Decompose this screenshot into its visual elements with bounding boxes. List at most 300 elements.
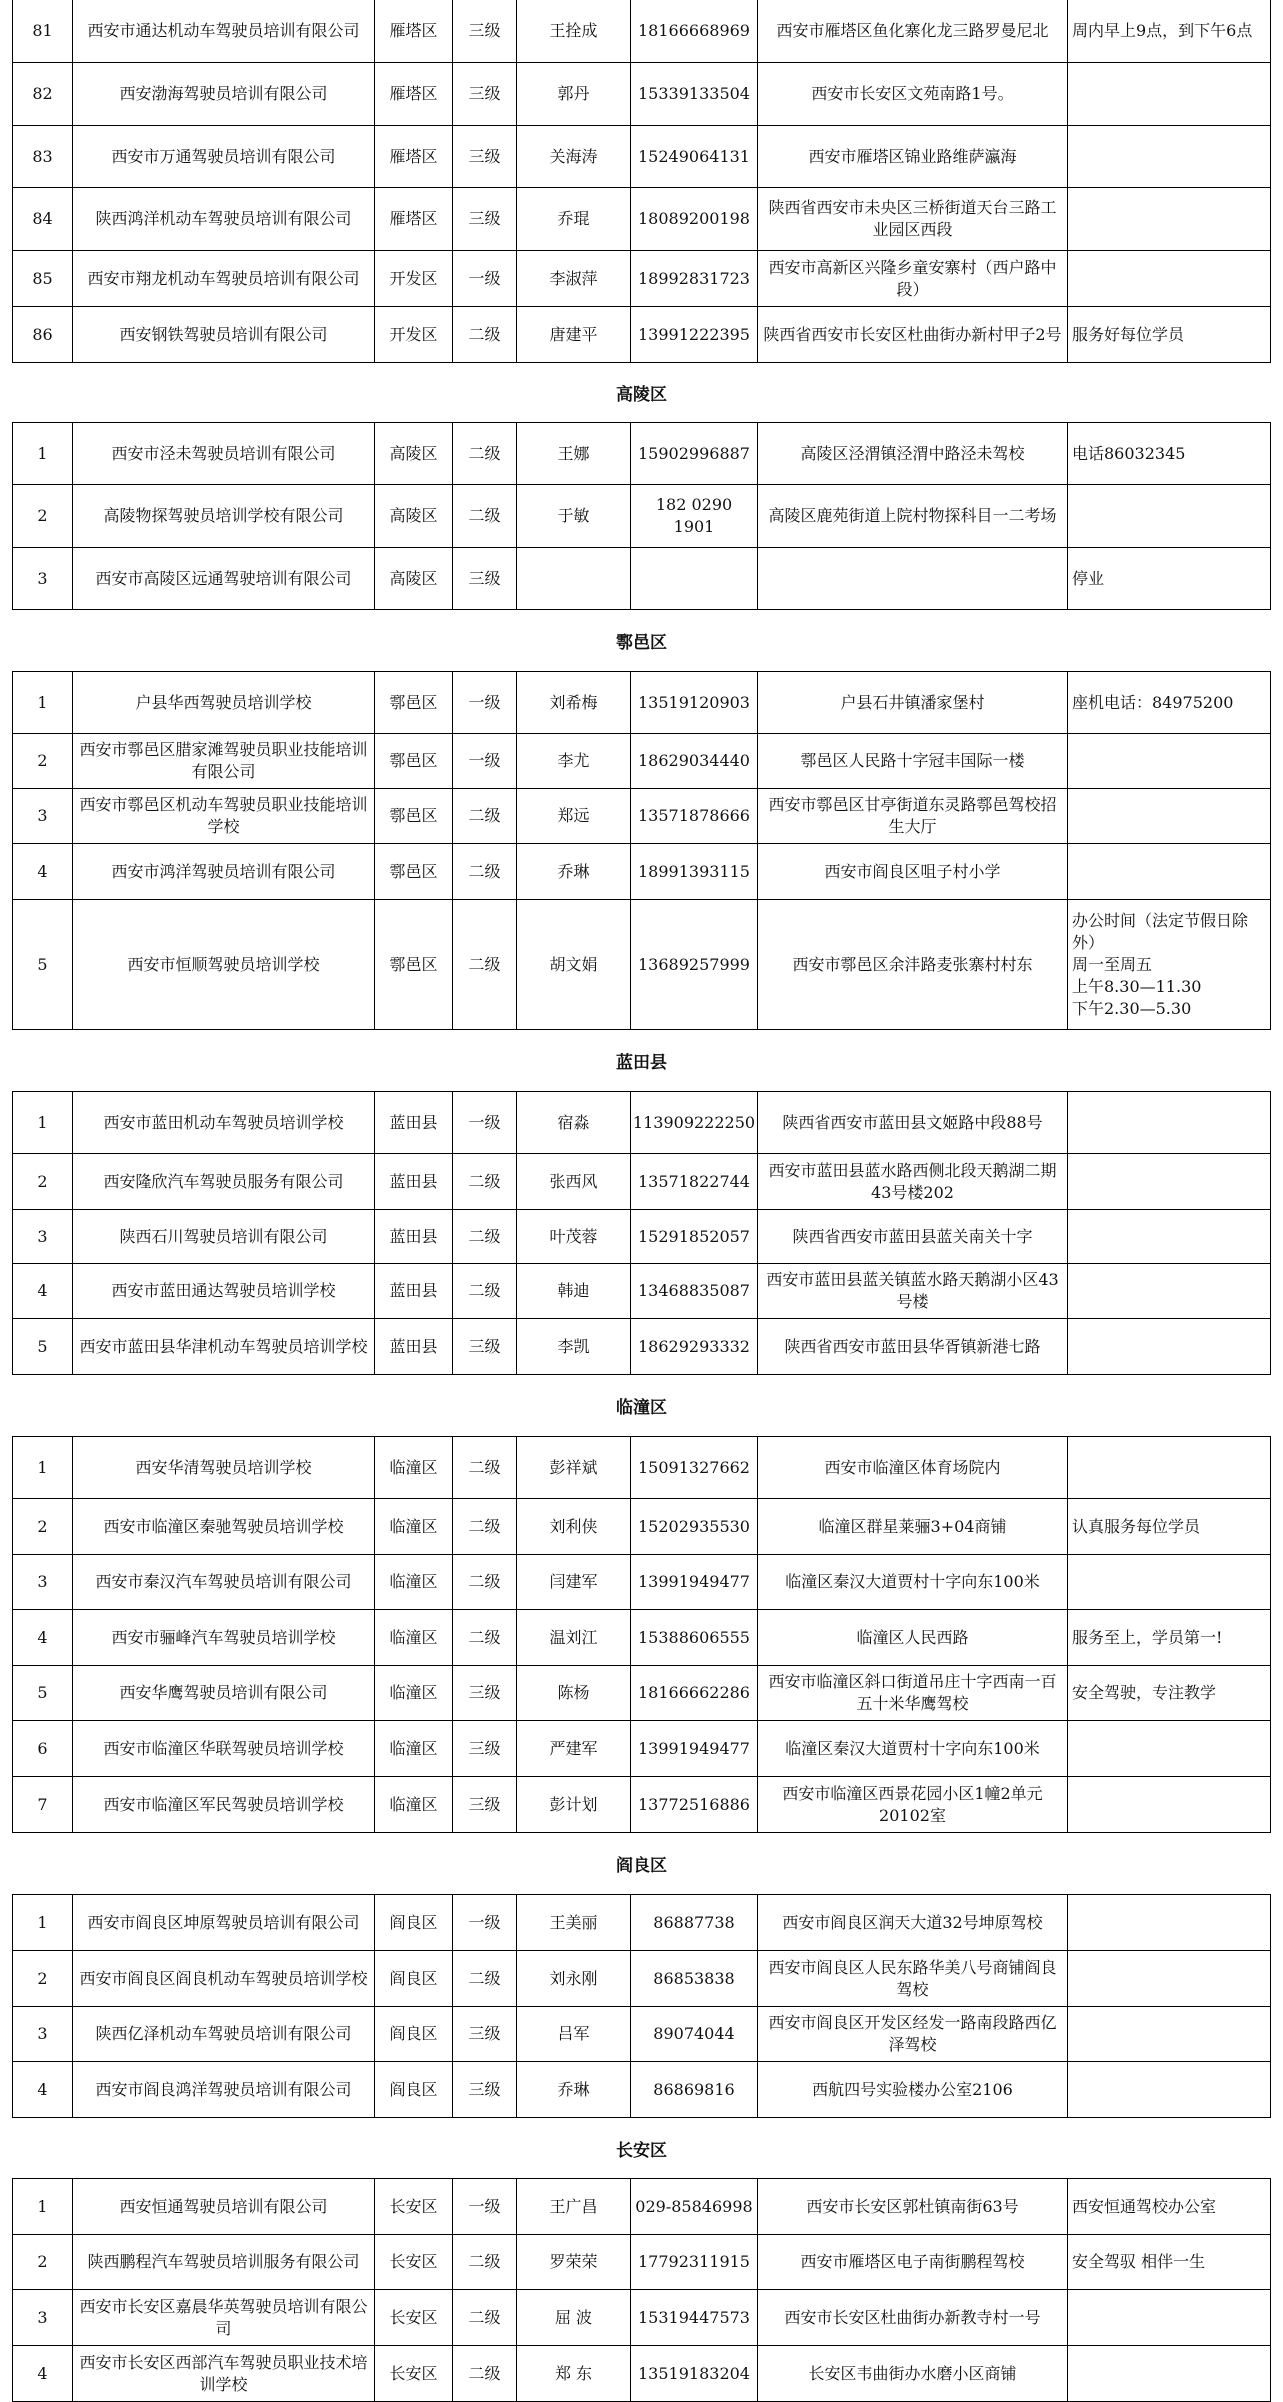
- seq-cell-text: 5: [37, 954, 48, 974]
- note-cell: [1067, 789, 1271, 843]
- note-cell: [1067, 485, 1271, 547]
- phone-cell: [630, 1610, 757, 1665]
- seq-cell: [12, 1210, 72, 1263]
- contact-cell-text: 彭计划: [549, 1794, 598, 1814]
- contact-cell-text: 刘利侠: [549, 1516, 598, 1536]
- contact-cell: [516, 2179, 630, 2234]
- address-cell-text: 西航四号实验楼办公室2106: [812, 2079, 1013, 2099]
- grade-cell-text: 一级: [468, 1112, 501, 1132]
- seq-cell-text: 3: [37, 1226, 48, 1246]
- address-cell-text: 西安市临潼区斜口街道吊庄十字西南一百五十米华鹰驾校: [768, 1672, 1057, 1713]
- school-name-cell: [72, 1210, 374, 1263]
- district-cell: [374, 1895, 452, 1950]
- district-section-header: 临潼区: [12, 1375, 1271, 1437]
- school-name-cell-text: 西安市万通驾驶员培训有限公司: [111, 146, 336, 166]
- contact-cell: [516, 188, 630, 250]
- grade-cell: [452, 1499, 516, 1554]
- table-row: [12, 900, 1271, 1030]
- table-row: [12, 485, 1271, 548]
- grade-cell: [452, 1610, 516, 1665]
- phone-cell: [630, 1092, 757, 1153]
- district-cell-text: 临潼区: [389, 1794, 438, 1814]
- school-name-cell: [72, 2179, 374, 2234]
- contact-cell: [516, 1437, 630, 1498]
- contact-cell: [516, 63, 630, 125]
- seq-cell: [12, 2062, 72, 2117]
- contact-cell: [516, 1951, 630, 2006]
- phone-cell-text: 15902996887: [638, 443, 750, 463]
- note-cell: [1067, 900, 1271, 1029]
- address-cell: [757, 2346, 1067, 2401]
- school-name-cell-text: 西安市临潼区秦驰驾驶员培训学校: [103, 1516, 344, 1536]
- address-cell: [757, 1610, 1067, 1665]
- contact-cell-text: 王娜: [557, 443, 590, 463]
- seq-cell: [12, 188, 72, 250]
- note-cell: [1067, 1666, 1271, 1720]
- grade-cell-text: 二级: [468, 1516, 501, 1536]
- contact-cell: [516, 1721, 630, 1776]
- district-cell-text: 鄠邑区: [389, 954, 438, 974]
- grade-cell-text: 一级: [468, 1912, 501, 1932]
- address-cell-text: 高陵区泾渭镇泾渭中路泾未驾校: [800, 443, 1025, 463]
- note-cell: [1067, 0, 1271, 62]
- school-name-cell-text: 西安市阎良区阎良机动车驾驶员培训学校: [79, 1968, 368, 1988]
- phone-cell-text: 13519120903: [638, 692, 750, 712]
- seq-cell: [12, 126, 72, 187]
- grade-cell: [452, 188, 516, 250]
- note-cell: [1067, 1499, 1271, 1554]
- district-cell: [374, 1610, 452, 1665]
- address-cell-text: 临潼区秦汉大道贾村十字向东100米: [785, 1738, 1040, 1758]
- grade-cell-text: 二级: [468, 443, 501, 463]
- seq-cell: [12, 2290, 72, 2345]
- seq-cell-text: 2: [37, 506, 48, 525]
- note-cell: [1067, 2007, 1271, 2061]
- seq-cell: [12, 1610, 72, 1665]
- district-cell-text: 长安区: [389, 2196, 438, 2216]
- contact-cell: [516, 1499, 630, 1554]
- address-cell: [757, 126, 1067, 187]
- contact-cell: [516, 126, 630, 187]
- seq-cell: [12, 1319, 72, 1374]
- school-name-cell: [72, 1319, 374, 1374]
- address-cell: [757, 1666, 1067, 1720]
- grade-cell-text: 三级: [468, 1683, 501, 1702]
- note-cell-text: 停业: [1072, 568, 1105, 588]
- table-row: [12, 2235, 1271, 2290]
- table-row: [12, 1319, 1271, 1375]
- school-name-cell-text: 西安市蓝田机动车驾驶员培训学校: [103, 1112, 344, 1132]
- district-cell-text: 长安区: [389, 2307, 438, 2327]
- grade-cell: [452, 1154, 516, 1209]
- contact-cell: [516, 0, 630, 62]
- district-cell: [374, 2007, 452, 2061]
- district-cell: [374, 2346, 452, 2401]
- grade-cell-text: 三级: [468, 1336, 501, 1356]
- school-name-cell-text: 西安市阎良鸿洋驾驶员培训有限公司: [95, 2079, 352, 2099]
- address-cell-text: 西安市阎良区咀子村小学: [824, 861, 1001, 881]
- seq-cell: [12, 2179, 72, 2234]
- table-row: [12, 1499, 1271, 1555]
- district-cell: [374, 548, 452, 609]
- grade-cell: [452, 1951, 516, 2006]
- district-cell: [374, 1092, 452, 1153]
- district-cell: [374, 1555, 452, 1609]
- table-row: [12, 1264, 1271, 1319]
- seq-cell: [12, 1777, 72, 1832]
- phone-cell: [630, 2290, 757, 2345]
- table-row: [12, 844, 1271, 900]
- phone-cell-text: 15202935530: [638, 1516, 750, 1536]
- grade-cell-text: 二级: [468, 806, 501, 825]
- contact-cell-text: 郑 东: [554, 2363, 593, 2383]
- district-cell: [374, 251, 452, 306]
- contact-cell: [516, 1319, 630, 1374]
- seq-cell-text: 3: [37, 2024, 48, 2043]
- address-cell: [757, 1154, 1067, 1209]
- district-cell-text: 阎良区: [389, 1968, 438, 1988]
- school-name-cell-text: 西安市临潼区军民驾驶员培训学校: [103, 1794, 344, 1814]
- contact-cell: [516, 789, 630, 843]
- grade-cell-text: 三级: [468, 568, 501, 588]
- note-cell: [1067, 1721, 1271, 1776]
- grade-cell-text: 二级: [468, 1171, 501, 1191]
- contact-cell-text: 罗荣荣: [549, 2252, 598, 2271]
- seq-cell-text: 4: [37, 1627, 48, 1647]
- seq-cell-text: 2: [37, 1171, 48, 1191]
- address-cell-text: 临潼区群星莱骊3+04商铺: [818, 1516, 1007, 1536]
- district-cell-text: 雁塔区: [389, 209, 438, 228]
- district-cell: [374, 1666, 452, 1720]
- seq-cell-text: 82: [32, 84, 53, 103]
- seq-cell: [12, 2235, 72, 2289]
- phone-cell-text: 13468835087: [638, 1281, 750, 1300]
- school-name-cell: [72, 1555, 374, 1609]
- school-name-cell-text: 户县华西驾驶员培训学校: [135, 692, 312, 712]
- note-cell-text: 座机电话：84975200: [1072, 692, 1234, 712]
- seq-cell-text: 3: [37, 806, 48, 825]
- seq-cell: [12, 1555, 72, 1609]
- address-cell: [757, 63, 1067, 125]
- table-row: [12, 188, 1271, 251]
- address-cell: [757, 1951, 1067, 2006]
- note-cell: [1067, 2062, 1271, 2117]
- phone-cell-text: 86887738: [653, 1912, 735, 1932]
- grade-cell-text: 二级: [468, 1457, 501, 1477]
- seq-cell: [12, 1666, 72, 1720]
- district-cell-text: 鄠邑区: [389, 806, 438, 825]
- phone-cell: [630, 2007, 757, 2061]
- school-name-cell: [72, 188, 374, 250]
- address-cell-text: 临潼区秦汉大道贾村十字向东100米: [785, 1572, 1040, 1591]
- seq-cell: [12, 1437, 72, 1498]
- school-name-cell-text: 西安市临潼区华联驾驶员培训学校: [103, 1738, 344, 1758]
- address-cell: [757, 1777, 1067, 1832]
- contact-cell: [516, 1895, 630, 1950]
- district-cell: [374, 0, 452, 62]
- grade-cell: [452, 126, 516, 187]
- seq-cell-text: 6: [37, 1738, 48, 1758]
- address-cell: [757, 2007, 1067, 2061]
- contact-cell: [516, 672, 630, 733]
- grade-cell: [452, 2235, 516, 2289]
- address-cell: [757, 0, 1067, 62]
- district-cell: [374, 1210, 452, 1263]
- address-cell-text: 西安市长安区文苑南路1号。: [811, 84, 1014, 103]
- address-cell-text: 户县石井镇潘家堡村: [840, 692, 985, 712]
- seq-cell-text: 83: [32, 146, 53, 166]
- school-name-cell: [72, 789, 374, 843]
- address-cell: [757, 2290, 1067, 2345]
- phone-cell: [630, 1499, 757, 1554]
- grade-cell: [452, 0, 516, 62]
- note-cell: [1067, 307, 1271, 362]
- phone-cell: [630, 1437, 757, 1498]
- seq-cell-text: 81: [32, 21, 53, 40]
- seq-cell-text: 3: [37, 1572, 48, 1591]
- contact-cell-text: 宿淼: [557, 1112, 590, 1132]
- phone-cell-text: 13772516886: [638, 1794, 750, 1814]
- school-name-cell: [72, 1951, 374, 2006]
- contact-cell: [516, 1666, 630, 1720]
- phone-cell-text: 13519183204: [638, 2363, 750, 2383]
- address-cell-text: 西安市鄠邑区余沣路麦张寨村村东: [792, 954, 1033, 974]
- district-cell: [374, 1777, 452, 1832]
- phone-cell-text: 18629034440: [638, 751, 750, 770]
- contact-cell: [516, 2346, 630, 2401]
- contact-cell-text: 乔琳: [557, 2079, 590, 2099]
- address-cell-text: 陕西省西安市蓝田县文姬路中段88号: [782, 1112, 1043, 1132]
- seq-cell-text: 1: [37, 443, 48, 463]
- address-cell: [757, 2179, 1067, 2234]
- grade-cell-text: 二级: [468, 324, 501, 344]
- grade-cell-text: 三级: [468, 2079, 501, 2099]
- note-cell: [1067, 1895, 1271, 1950]
- address-cell: [757, 251, 1067, 306]
- note-cell: [1067, 1437, 1271, 1498]
- contact-cell-text: 胡文娟: [549, 954, 598, 974]
- note-cell-text: 办公时间（法定节假日除外） 周一至周五 上午8.30—11.30 下午2.30—5.30: [1072, 910, 1249, 1018]
- phone-cell: [630, 2179, 757, 2234]
- school-name-cell: [72, 2290, 374, 2345]
- contact-cell: [516, 2290, 630, 2345]
- school-name-cell-text: 西安市秦汉汽车驾驶员培训有限公司: [95, 1572, 352, 1591]
- address-cell-text: 长安区韦曲街办水磨小区商铺: [808, 2363, 1017, 2383]
- district-cell-text: 蓝田县: [389, 1281, 438, 1300]
- district-cell: [374, 1264, 452, 1318]
- seq-cell: [12, 2007, 72, 2061]
- school-name-cell-text: 西安市鄠邑区机动车驾驶员职业技能培训学校: [79, 795, 368, 836]
- contact-cell-text: 刘永刚: [549, 1968, 598, 1988]
- phone-cell: [630, 1777, 757, 1832]
- address-cell-text: 高陵区鹿苑街道上院村物探科目一二考场: [768, 506, 1057, 525]
- school-name-cell-text: 西安市长安区嘉晨华英驾驶员培训有限公司: [79, 2296, 368, 2338]
- phone-cell: [630, 672, 757, 733]
- school-name-cell-text: 高陵物探驾驶员培训学校有限公司: [103, 506, 344, 525]
- grade-cell: [452, 485, 516, 547]
- address-cell-text: 西安市阎良区人民东路华美八号商铺阎良驾校: [768, 1957, 1057, 1999]
- note-cell: [1067, 1951, 1271, 2006]
- phone-cell: [630, 1895, 757, 1950]
- district-cell-text: 开发区: [389, 324, 438, 344]
- address-cell: [757, 900, 1067, 1029]
- note-cell: [1067, 1210, 1271, 1263]
- address-cell-text: 西安市长安区郭杜镇南街63号: [806, 2196, 1019, 2216]
- school-name-cell-text: 西安市高陵区远通驾驶培训有限公司: [95, 568, 352, 588]
- seq-cell-text: 85: [32, 268, 53, 288]
- note-cell-text: 服务好每位学员: [1072, 324, 1185, 344]
- table-row: [12, 1895, 1271, 1951]
- table-row: [12, 2290, 1271, 2346]
- grade-cell: [452, 2290, 516, 2345]
- school-name-cell-text: 西安渤海驾驶员培训有限公司: [119, 84, 328, 103]
- address-cell: [757, 423, 1067, 484]
- phone-cell: [630, 1264, 757, 1318]
- phone-cell-text: 18991393115: [638, 861, 750, 881]
- grade-cell-text: 一级: [468, 268, 501, 288]
- school-name-cell-text: 陕西鸿洋机动车驾驶员培训有限公司: [95, 209, 352, 228]
- address-cell-text: 西安市雁塔区锦业路维萨瀛海: [808, 146, 1017, 166]
- address-cell: [757, 2062, 1067, 2117]
- phone-cell-text: 18992831723: [638, 268, 750, 288]
- grade-cell-text: 三级: [468, 209, 501, 228]
- address-cell-text: 西安市阎良区润天大道32号坤原驾校: [782, 1912, 1043, 1932]
- table-row: [12, 1154, 1271, 1210]
- district-cell: [374, 2290, 452, 2345]
- address-cell-text: 陕西省西安市蓝田县华胥镇新港七路: [784, 1336, 1041, 1356]
- district-cell: [374, 1437, 452, 1498]
- phone-cell: [630, 1721, 757, 1776]
- phone-cell-text: 13689257999: [638, 954, 750, 974]
- phone-cell: [630, 0, 757, 62]
- district-cell-text: 雁塔区: [389, 21, 438, 40]
- contact-cell-text: 张西风: [549, 1171, 598, 1191]
- seq-cell-text: 3: [37, 568, 48, 588]
- district-cell-text: 临潼区: [389, 1683, 438, 1702]
- seq-cell-text: 2: [37, 2252, 48, 2271]
- note-cell: [1067, 548, 1271, 609]
- table-row: [12, 1666, 1271, 1721]
- school-name-cell: [72, 2235, 374, 2289]
- phone-cell-text: 15319447573: [638, 2307, 750, 2327]
- contact-cell: [516, 844, 630, 899]
- contact-cell-text: 于敏: [557, 506, 590, 525]
- school-name-cell-text: 陕西石川驾驶员培训有限公司: [119, 1226, 328, 1246]
- school-name-cell-text: 西安市长安区西部汽车驾驶员职业技术培训学校: [79, 2352, 368, 2394]
- district-cell-text: 蓝田县: [389, 1112, 438, 1132]
- note-cell: [1067, 672, 1271, 733]
- contact-cell: [516, 1777, 630, 1832]
- phone-cell: [630, 126, 757, 187]
- seq-cell-text: 1: [37, 1112, 48, 1132]
- school-name-cell-text: 西安市翔龙机动车驾驶员培训有限公司: [87, 268, 360, 288]
- grade-cell: [452, 2062, 516, 2117]
- grade-cell: [452, 1895, 516, 1950]
- seq-cell-text: 5: [37, 1336, 48, 1356]
- district-cell-text: 高陵区: [389, 443, 438, 463]
- contact-cell-text: 叶茂蓉: [549, 1226, 598, 1246]
- table-row: [12, 2179, 1271, 2235]
- table-row: [12, 307, 1271, 363]
- note-cell-text: 安全驾驶，专注教学: [1072, 1683, 1217, 1702]
- note-cell-text: 认真服务每位学员: [1072, 1516, 1201, 1536]
- contact-cell: [516, 485, 630, 547]
- district-cell-text: 开发区: [389, 268, 438, 288]
- table-row: [12, 2062, 1271, 2118]
- district-cell: [374, 63, 452, 125]
- district-cell: [374, 2179, 452, 2234]
- phone-cell: [630, 188, 757, 250]
- address-cell: [757, 1264, 1067, 1318]
- district-cell: [374, 188, 452, 250]
- note-cell: [1067, 188, 1271, 250]
- contact-cell-text: 王广昌: [549, 2196, 598, 2216]
- district-cell: [374, 844, 452, 899]
- seq-cell-text: 4: [37, 2079, 48, 2099]
- grade-cell-text: 二级: [468, 2252, 501, 2271]
- district-cell-text: 临潼区: [389, 1457, 438, 1477]
- contact-cell: [516, 900, 630, 1029]
- address-cell: [757, 548, 1067, 609]
- school-name-cell: [72, 485, 374, 547]
- seq-cell-text: 4: [37, 1281, 48, 1300]
- address-cell: [757, 485, 1067, 547]
- phone-cell-text: 89074044: [653, 2024, 735, 2043]
- table-row: [12, 1092, 1271, 1154]
- district-cell-text: 阎良区: [389, 1912, 438, 1932]
- note-cell: [1067, 2290, 1271, 2345]
- seq-cell: [12, 1721, 72, 1776]
- seq-cell: [12, 1895, 72, 1950]
- seq-cell: [12, 1264, 72, 1318]
- seq-cell-text: 1: [37, 692, 48, 712]
- table-row: [12, 251, 1271, 307]
- table-row: [12, 1777, 1271, 1833]
- seq-cell-text: 84: [32, 209, 53, 228]
- phone-cell-text: 18166668969: [638, 21, 750, 40]
- table-row: [12, 423, 1271, 485]
- contact-cell-text: 彭祥斌: [549, 1457, 598, 1477]
- seq-cell: [12, 63, 72, 125]
- table-row: [12, 734, 1271, 789]
- grade-cell-text: 二级: [468, 1627, 501, 1647]
- address-cell-text: 陕西省西安市未央区三桥街道天台三路工业园区西段: [768, 198, 1057, 239]
- school-name-cell-text: 西安市鸿洋驾驶员培训有限公司: [111, 861, 336, 881]
- note-cell: [1067, 1092, 1271, 1153]
- seq-cell: [12, 548, 72, 609]
- phone-cell: [630, 485, 757, 547]
- note-cell: [1067, 2179, 1271, 2234]
- note-cell-text: 西安恒通驾校办公室: [1072, 2196, 1217, 2216]
- contact-cell: [516, 251, 630, 306]
- school-name-cell-text: 西安钢铁驾驶员培训有限公司: [119, 324, 328, 344]
- address-cell-text: 西安市鄠邑区甘亭街道东灵路鄠邑驾校招生大厅: [768, 795, 1057, 836]
- contact-cell: [516, 307, 630, 362]
- address-cell: [757, 734, 1067, 788]
- grade-cell: [452, 734, 516, 788]
- district-section-header: 高陵区: [12, 363, 1271, 423]
- district-cell-text: 鄠邑区: [389, 692, 438, 712]
- grade-cell-text: 一级: [468, 751, 501, 770]
- district-section-header: 鄠邑区: [12, 610, 1271, 672]
- grade-cell-text: 二级: [468, 1572, 501, 1591]
- grade-cell: [452, 1092, 516, 1153]
- seq-cell: [12, 423, 72, 484]
- school-name-cell: [72, 844, 374, 899]
- grade-cell: [452, 2346, 516, 2401]
- school-name-cell: [72, 2346, 374, 2401]
- seq-cell-text: 1: [37, 1912, 48, 1932]
